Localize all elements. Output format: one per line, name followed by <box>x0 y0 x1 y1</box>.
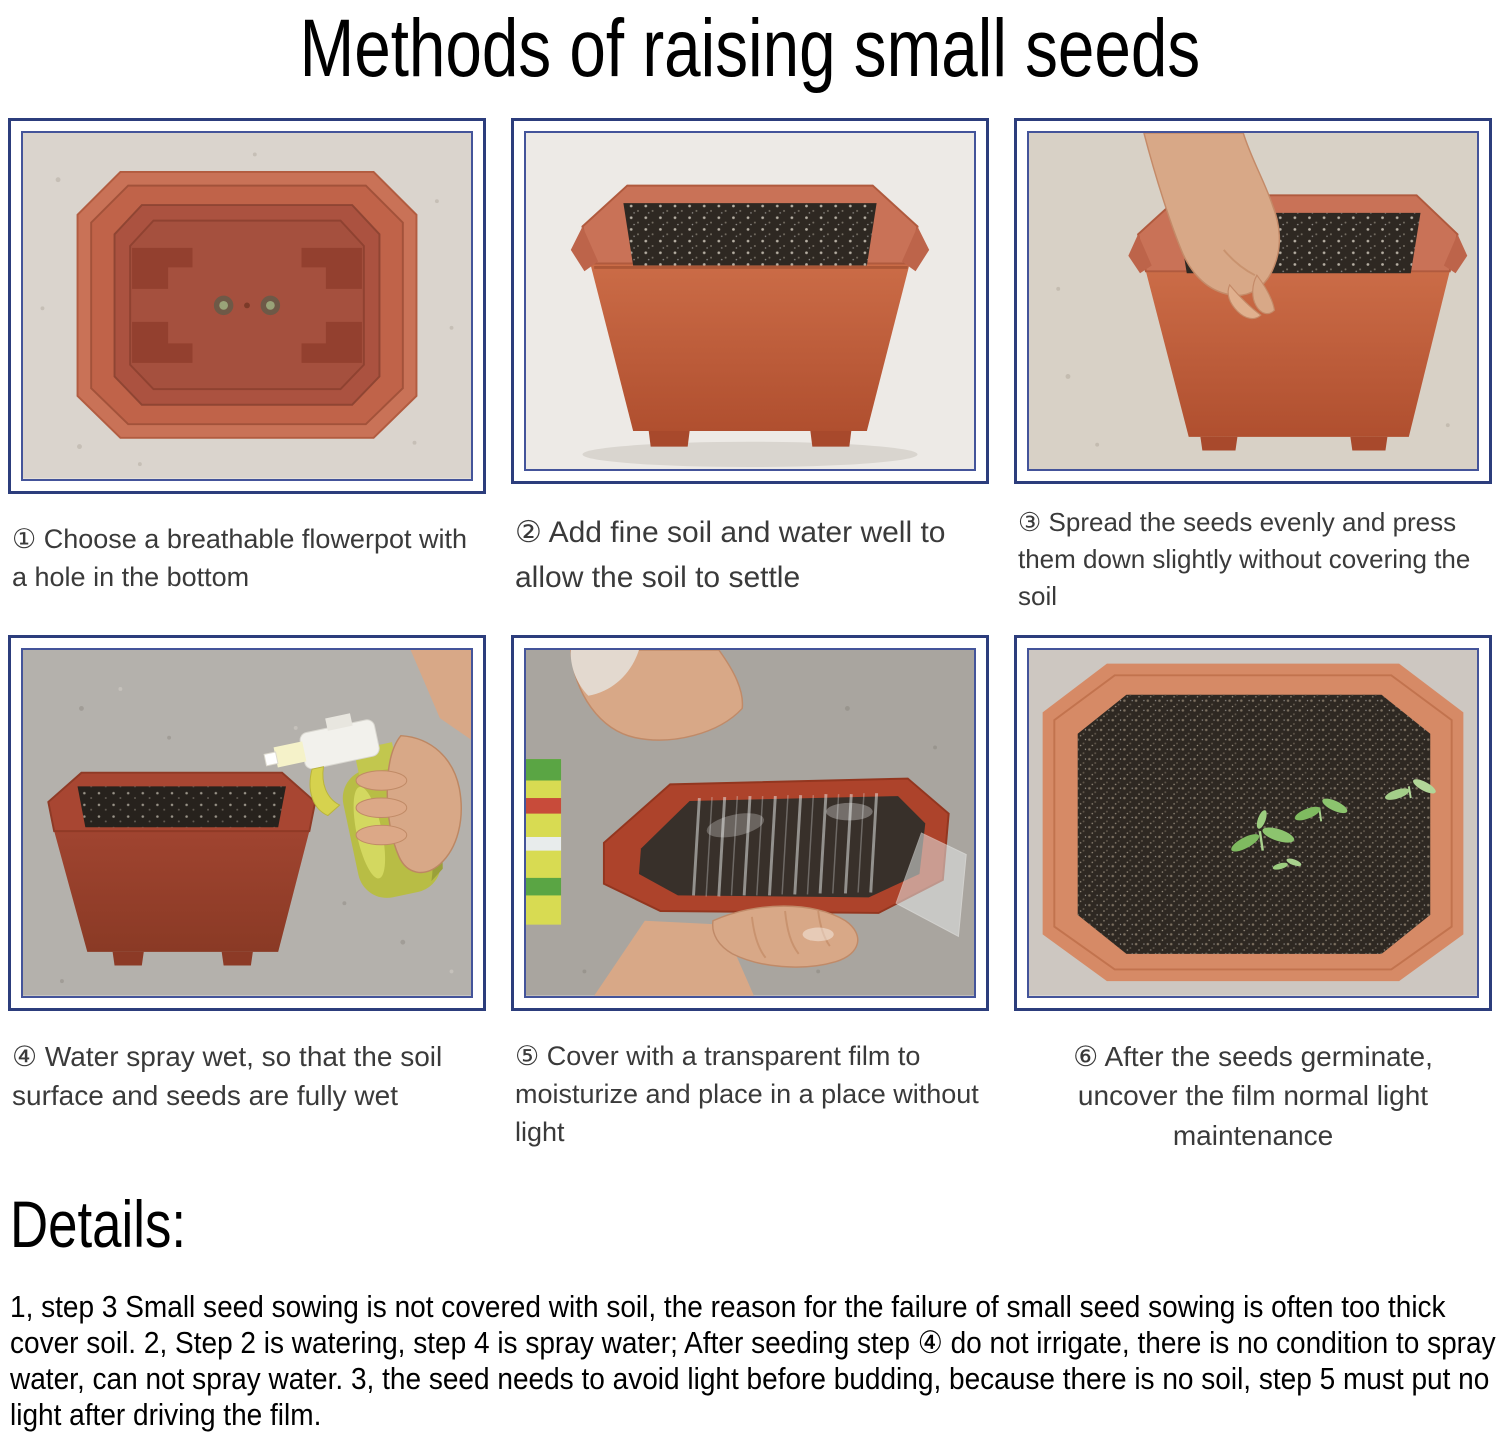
step-caption-text: Cover with a transparent film to moisturize and place in a place without light <box>515 1040 979 1148</box>
step-caption-4 <box>12 1037 482 1117</box>
photo-hands-covering-pot-with-film <box>526 650 974 996</box>
steps-grid <box>0 118 1500 1176</box>
step-1 <box>8 118 486 635</box>
step-number: ⑤ <box>515 1040 540 1071</box>
step-2 <box>511 118 989 635</box>
photo-pot-filled-with-soil <box>526 133 974 469</box>
page-title-text: Methods of raising small seeds <box>299 3 1201 94</box>
step-caption-text: Add fine soil and water well to allow the soil to settle <box>515 516 946 595</box>
step-5 <box>511 635 989 1176</box>
page-title <box>0 3 1500 94</box>
step-caption-text: Choose a breathable flowerpot with a hole in the bottom <box>12 523 467 593</box>
photo-seedlings-in-pot-top-view <box>1029 650 1477 996</box>
pot-with-soil <box>48 773 315 966</box>
photo-frame-4 <box>8 635 486 1011</box>
step-caption-6 <box>1018 1037 1488 1156</box>
details-body: 1, step 3 Small seed sowing is not covered with soil, the reason for the failure of small seed sowing is often too thick cover soil. 2, Step 2 is watering, step 4 is spray water; After seeding step ④ do not irrigate, there is no condition to spray water, can not spray water. 3, the seed needs to avoid light before budding, because there is no soil, step 5 must put no light after driving the film. <box>10 1289 1496 1433</box>
photo-frame-1 <box>8 118 486 494</box>
details-section <box>0 1186 1500 1433</box>
empty-pot <box>78 172 417 438</box>
photo-empty-flowerpot-top-view <box>23 133 471 479</box>
photo-hand-sprinkling-seeds <box>1029 133 1477 469</box>
infographic-page <box>0 3 1500 1433</box>
photo-frame-2 <box>511 118 989 484</box>
step-caption-text: Water spray wet, so that the soil surface and seeds are fully wet <box>12 1040 443 1112</box>
step-caption-text: After the seeds germinate, uncover the film normal light maintenance <box>1077 1040 1433 1152</box>
step-number: ① <box>12 523 37 554</box>
pot-top-view <box>1043 663 1464 980</box>
step-caption-2 <box>515 510 985 600</box>
step-number: ⑥ <box>1073 1040 1099 1072</box>
photo-frame-3 <box>1014 118 1492 484</box>
step-caption-1 <box>12 520 482 597</box>
step-caption-3 <box>1018 504 1488 615</box>
photo-frame-5 <box>511 635 989 1011</box>
step-number: ④ <box>12 1040 38 1072</box>
step-3 <box>1014 118 1492 635</box>
photo-frame-6 <box>1014 635 1492 1011</box>
photo-spray-bottle-watering-pot <box>23 650 471 996</box>
seed-packet <box>526 759 561 925</box>
step-caption-text: Spread the seeds evenly and press them down slightly without covering the soil <box>1018 507 1471 611</box>
details-heading: Details: <box>10 1186 187 1261</box>
step-caption-5 <box>515 1037 985 1152</box>
step-number: ③ <box>1018 507 1042 538</box>
step-6 <box>1014 635 1492 1176</box>
step-number: ② <box>515 516 542 550</box>
step-4 <box>8 635 486 1176</box>
